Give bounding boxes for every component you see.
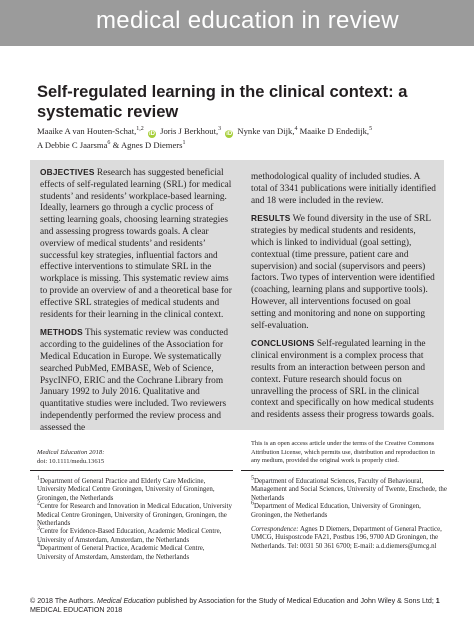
methods-text: This systematic review was conducted according to the guidelines of the Association for Medical Education in Europe. We systematically searched PubMed, EMBASE, Web of Science, PsycINFO, ERIC and the Cochrane Library from January 1992 to July 2016. Qualitative and quantitative studies were included. Two reviewers independently performed the review process and assessed the: [40, 328, 229, 433]
methods-continued: methodological quality of included studies. A total of 3341 publications were initially identified and 18 were included in the review.: [251, 172, 436, 206]
copyright-line: © 2018 The Authors. Medical Education published by Association for the Study of Medical Education and John Wiley & Sons Ltd; 1: [30, 597, 440, 605]
affiliations-right: [251, 475, 447, 551]
correspondence-text: Agnes D Diemers, Department of General Practice, UMCG, Huispostcode FA21, Postbus 196, 9700 AD Groningen, the Netherlands. Tel: 0031 50 361 6700;: [251, 526, 442, 550]
correspondence-email[interactable]: E-mail: a.d.diemers@umcg.nl: [353, 542, 437, 550]
methods-heading: METHODS: [40, 327, 83, 338]
abstract-right-column: [251, 172, 437, 428]
objectives-text: Research has suggested beneficial effects of self-regulated learning (SRL) for medical students’ and residents’ workplace-based learning. Ideally, learners go through a cyclic process of setting learning goals, choosing learning strategies and assessing progress towards goals. A clear overview of medical students’ and residents’ successful key strategies, influential factors and effective interventions to stimulate SRL in the workplace is missing. This systematic review aims to provide an overview of and a theoretical base for effective SRL strategies of medical students and residents for their learning in the clinical context.: [40, 168, 232, 320]
abstract-objectives: [40, 167, 233, 321]
journal-banner: [0, 0, 474, 46]
divider-left: [30, 470, 233, 471]
abstract-methods: [40, 327, 233, 434]
conclusions-heading: CONCLUSIONS: [251, 338, 315, 349]
doi-link[interactable]: doi: 10.1111/medu.13615: [37, 457, 105, 465]
orcid-icon[interactable]: iD: [148, 131, 155, 137]
article-meta: [37, 449, 104, 466]
correspondence-label: Correspondence:: [251, 526, 299, 534]
abstract-left-column: [40, 167, 233, 441]
page-footer: [30, 597, 450, 615]
divider-right: [241, 470, 444, 471]
author-name[interactable]: Agnes D Diemers: [120, 140, 183, 150]
objectives-heading: OBJECTIVES: [40, 167, 95, 177]
journal-footer-name: MEDICAL EDUCATION 2018: [30, 606, 123, 615]
affiliation-item: $^5$Department of Educational Sciences, Faculty of Behavioural, Management and Social Sciences, University of Twente, Enschede, the Netherlands: [251, 475, 447, 502]
page-number: 1: [435, 597, 440, 605]
affiliation-item: $^4$Department of General Practice, Academic Medical Centre, University of Amsterdam, Amsterdam, the Netherlands: [37, 542, 205, 561]
author-name[interactable]: Maaike D Endedijk,: [299, 126, 370, 136]
author-name[interactable]: Nynke van Dijk,: [237, 126, 295, 136]
affiliation-item: $^6$Department of Medical Education, University of Groningen, Groningen, the Netherlands: [251, 500, 421, 519]
author-list: Maaike A van Houten-Schat,$^{1,2}$ iD Joris J Berkhout,$^3$ iD Nynke van Dijk,$^4$ Maaike D Endedijk,$^5$ A Debbie C Jaarsma$^6$ & Agnes D Diemers$^1$: [37, 126, 373, 150]
journal-citation: Medical Education 2018:: [37, 449, 105, 456]
abstract-results: [251, 213, 437, 332]
author-name[interactable]: Maaike A van Houten-Schat,: [37, 126, 137, 136]
affiliation-item: $^3$Centre for Evidence-Based Education, Academic Medical Centre, University of Amsterdam, Amsterdam, the Netherlands: [37, 526, 222, 544]
article-title: Self-regulated learning in the clinical context: a systematic review: [37, 83, 408, 121]
results-heading: RESULTS: [251, 213, 291, 224]
orcid-icon[interactable]: iD: [226, 131, 233, 137]
results-text: We found diversity in the use of SRL strategies by medical students and residents, which is linked to individual (goal setting), contextual (time pressure, patient care and supervision) and social (supervisors and peers) factors. Two types of intervention were identified (coaching, learning plans and supportive tools). However, all interventions focused on goal setting and monitoring and none on supporting self-evaluation.: [251, 214, 435, 331]
abstract-conclusions: [251, 338, 437, 422]
affiliation-item: $^1$Department of General Practice and Elderly Care Medicine, University Medical Centre Groningen, University of Groningen, Groningen, the Netherlands: [37, 475, 215, 502]
author-name[interactable]: Joris J Berkhout,: [160, 126, 219, 136]
open-access-notice: This is an open access article under the terms of the Creative Commons Attribution License, which permits use, distribution and reproduction in any medium, provided the original work is properly cited.: [251, 440, 435, 465]
banner-title: medical education in review: [96, 7, 399, 34]
author-name[interactable]: A Debbie C Jaarsma: [37, 140, 108, 150]
correspondence: [251, 526, 447, 551]
conclusions-text: Self-regulated learning in the clinical environment is a complex process that results from an interaction between person and context. Future research should focus on unravelling the process of SRL in the clinical context and specifically on how medical students and residents assess their progress towards goals.: [251, 339, 435, 421]
affiliation-item: $^2$Centre for Research and Innovation in Medical Education, University Medical Centre Groningen, University of Groningen, Groningen, the Netherlands: [37, 500, 232, 528]
affiliations-left: [37, 475, 233, 562]
